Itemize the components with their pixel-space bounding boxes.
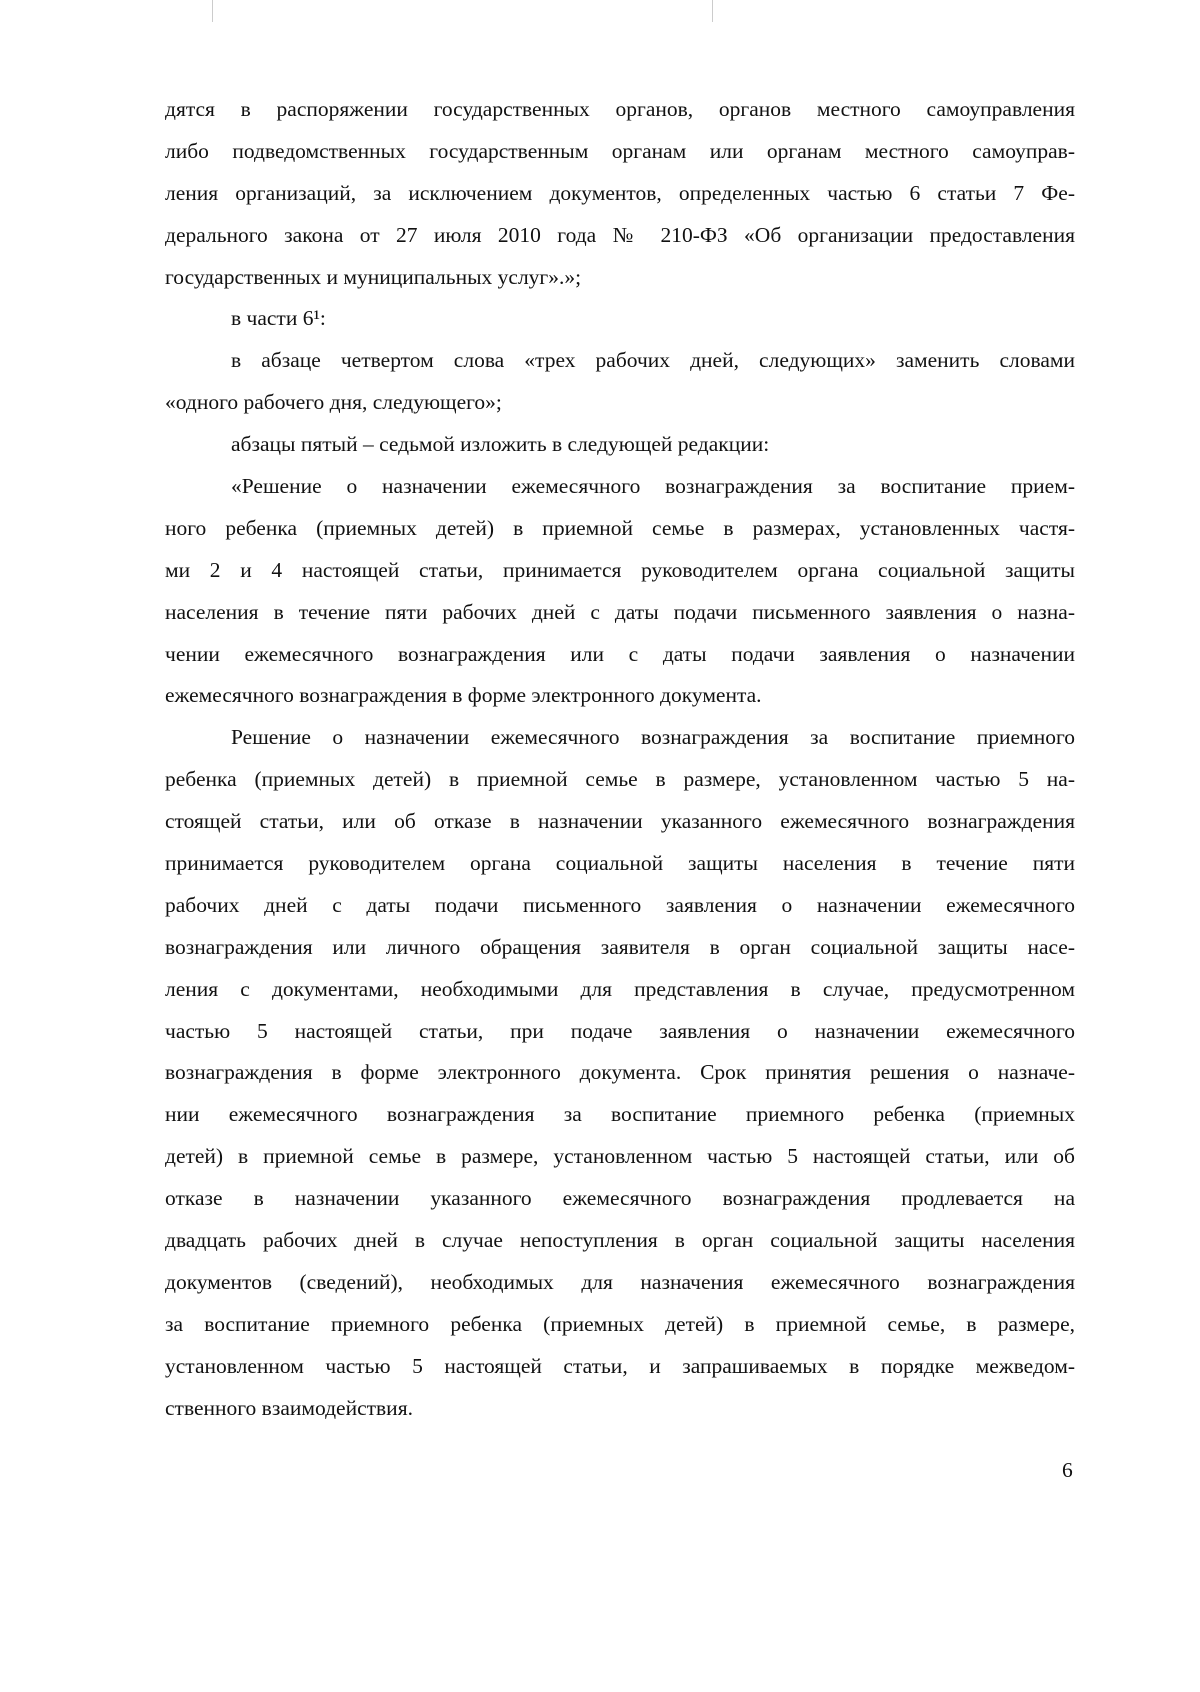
body-text [165, 89, 1075, 1430]
text-line: ребенка (приемных детей) в приемной семье в размере, установленном частью 5 на- [165, 767, 1075, 792]
text-line: дерального закона от 27 июля 2010 года № 210-ФЗ «Об организации предоставления [165, 222, 1075, 247]
text-line: ления с документами, необходимыми для представления в случае, предусмотренном [165, 976, 1075, 1001]
scan-artifact [712, 0, 713, 22]
text-line: в части 6¹: [231, 306, 326, 331]
text-line: ственного взаимодействия. [165, 1395, 413, 1420]
text-line: либо подведомственных государственным органам или органам местного самоуправ- [165, 138, 1075, 163]
text-line: «одного рабочего дня, следующего»; [165, 390, 502, 415]
text-line: чении ежемесячного вознаграждения или с даты подачи заявления о назначении [165, 641, 1075, 666]
text-line: в абзаце четвертом слова «трех рабочих дней, следующих» заменить словами [231, 348, 1075, 373]
text-line: Решение о назначении ежемесячного вознаграждения за воспитание приемного [231, 725, 1075, 750]
text-line: нии ежемесячного вознаграждения за воспитание приемного ребенка (приемных [165, 1102, 1075, 1127]
text-line: государственных и муниципальных услуг».»; [165, 264, 582, 289]
text-line: документов (сведений), необходимых для назначения ежемесячного вознаграждения [165, 1269, 1075, 1294]
text-line: «Решение о назначении ежемесячного вознаграждения за воспитание прием- [231, 474, 1075, 499]
text-line: отказе в назначении указанного ежемесячного вознаграждения продлевается на [165, 1186, 1075, 1211]
text-line: за воспитание приемного ребенка (приемных детей) в приемной семье, в размере, [165, 1311, 1075, 1336]
page-number: 6 [1062, 1458, 1073, 1482]
text-line: вознаграждения в форме электронного документа. Срок принятия решения о назначе- [165, 1060, 1075, 1085]
text-line: рабочих дней с даты подачи письменного заявления о назначении ежемесячного [165, 892, 1075, 917]
scan-artifact [212, 0, 213, 22]
text-line: ми 2 и 4 настоящей статьи, принимается руководителем органа социальной защиты [165, 557, 1075, 582]
text-line: стоящей статьи, или об отказе в назначении указанного ежемесячного вознаграждения [165, 809, 1075, 834]
text-line: населения в течение пяти рабочих дней с даты подачи письменного заявления о назна- [165, 599, 1075, 624]
text-line: частью 5 настоящей статьи, при подаче заявления о назначении ежемесячного [165, 1018, 1075, 1043]
text-line: детей) в приемной семье в размере, установленном частью 5 настоящей статьи, или об [165, 1144, 1075, 1169]
text-line: абзацы пятый – седьмой изложить в следующей редакции: [231, 432, 770, 457]
text-line: дятся в распоряжении государственных органов, органов местного самоуправления [165, 97, 1075, 121]
text-line: ежемесячного вознаграждения в форме электронного документа. [165, 683, 762, 708]
text-line: ного ребенка (приемных детей) в приемной семье в размерах, установленных частя- [165, 515, 1075, 540]
text-line: вознаграждения или личного обращения заявителя в орган социальной защиты насе- [165, 934, 1075, 959]
text-line: установленном частью 5 настоящей статьи, и запрашиваемых в порядке межведом- [165, 1353, 1075, 1378]
text-line: принимается руководителем органа социальной защиты населения в течение пяти [165, 851, 1075, 876]
text-line: двадцать рабочих дней в случае непоступления в орган социальной защиты населения [165, 1228, 1075, 1253]
text-line: ления организаций, за исключением документов, определенных частью 6 статьи 7 Фе- [165, 180, 1075, 205]
